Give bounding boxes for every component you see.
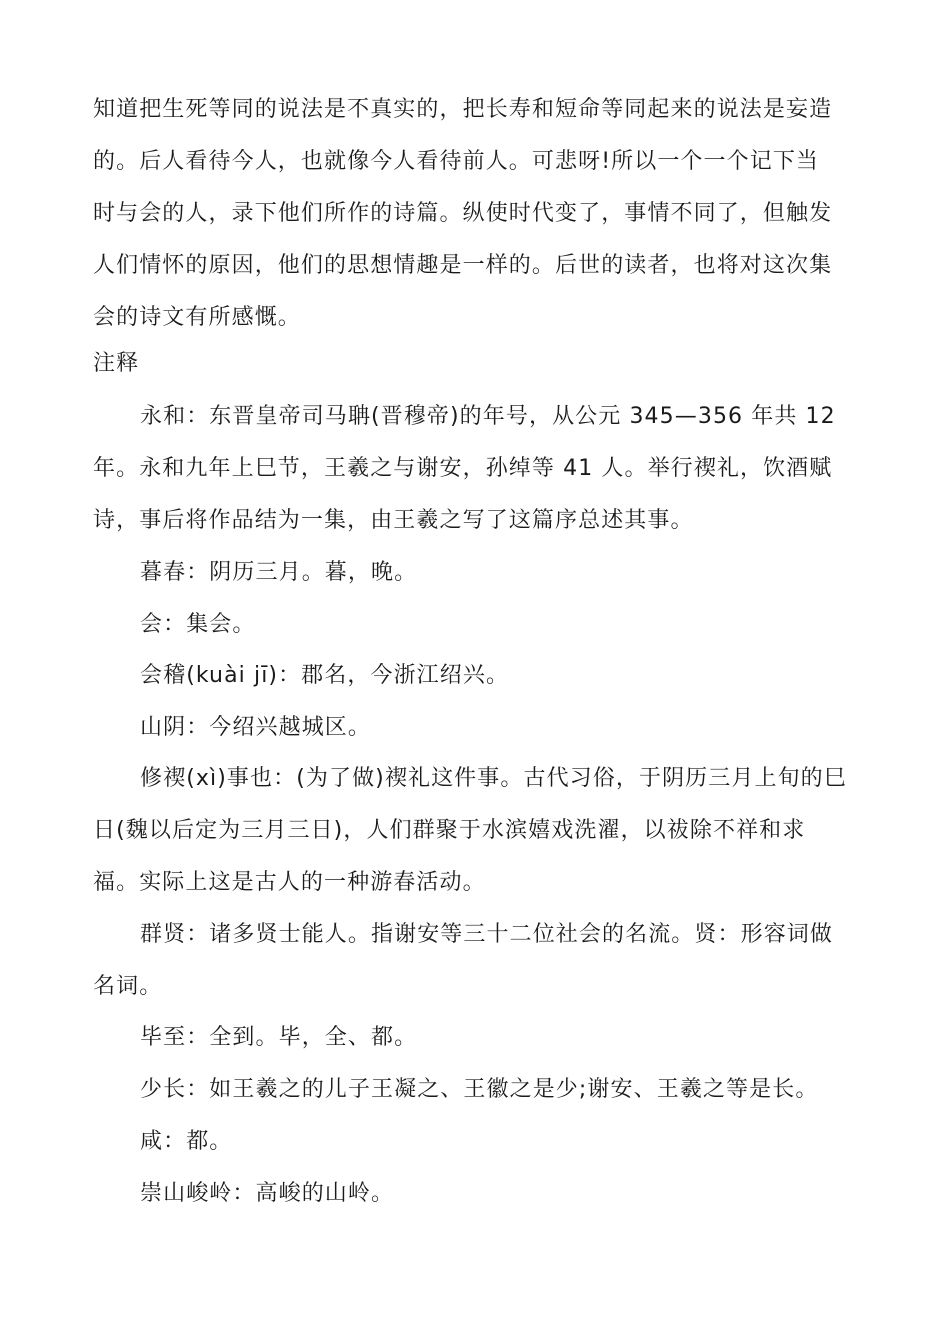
text-line: 的。后人看待今人，也就像今人看待前人。可悲呀!所以一个一个记下当 [93,149,820,174]
text-line: 知道把生死等同的说法是不真实的，把长寿和短命等同起来的说法是妄造 [93,97,833,122]
note-line: 日(魏以后定为三月三日)，人们群聚于水滨嬉戏洗濯，以祓除不祥和求 [93,818,806,843]
note-line: 福。实际上这是古人的一种游春活动。 [93,870,486,895]
note-line: 会：集会。 [140,612,256,637]
text-line: 时与会的人，录下他们所作的诗篇。纵使时代变了，事情不同了，但触发 [93,201,833,226]
note-line: 永和：东晋皇帝司马聃(晋穆帝)的年号，从公元 345—356 年共 12 [140,404,836,429]
section-heading: 注释 [93,351,140,376]
note-line: 山阴：今绍兴越城区。 [140,715,372,740]
note-line: 群贤：诸多贤士能人。指谢安等三十二位社会的名流。贤：形容词做 [140,922,834,947]
note-line: 暮春：阴历三月。暮，晚。 [140,560,418,585]
note-line: 年。永和九年上巳节，王羲之与谢安，孙绰等 41 人。举行禊礼，饮酒赋 [93,456,833,481]
text-line: 会的诗文有所感慨。 [93,305,301,330]
note-line: 崇山峻岭：高峻的山岭。 [140,1181,395,1206]
note-line: 名词。 [93,974,163,999]
text-line: 人们情怀的原因，他们的思想情趣是一样的。后世的读者，也将对这次集 [93,253,833,278]
note-line: 少长：如王羲之的儿子王凝之、王徽之是少;谢安、王羲之等是长。 [140,1077,819,1102]
note-line: 诗，事后将作品结为一集，由王羲之写了这篇序总述其事。 [93,508,694,533]
note-line: 会稽(kuài jī)：郡名，今浙江绍兴。 [140,663,510,688]
note-line: 咸：都。 [140,1129,233,1154]
note-line: 毕至：全到。毕，全、都。 [140,1025,418,1050]
note-line: 修禊(xì)事也：(为了做)禊礼这件事。古代习俗，于阴历三月上旬的巳 [140,766,847,791]
